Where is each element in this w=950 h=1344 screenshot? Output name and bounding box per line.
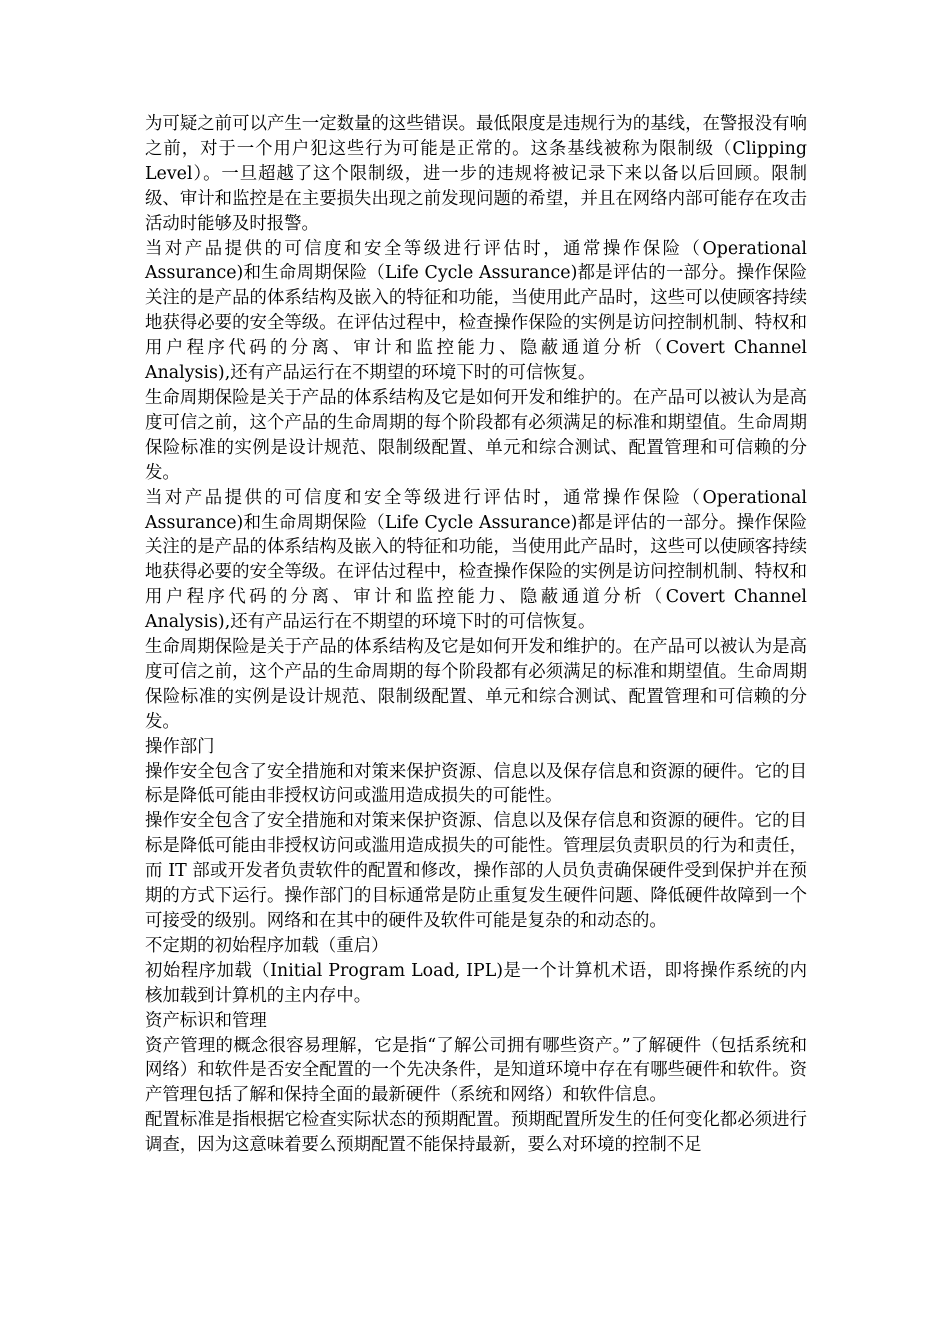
paragraph-operations-security-detail: 操作安全包含了安全措施和对策来保护资源、信息以及保存信息和资源的硬件。它的目标是降低可能由非授权访问或滥用造成损失的可能性。管理层负责职员的行为和责任，而 IT 部或开发者负责软件的配置和修改，操作部的人员负责确保硬件受到保护并在预期的方式下运行。操作部门的目标通常是防止重复发生硬件问题、降低硬件故障到一个可接受的级别。网络和在其中的硬件及软件可能是复杂的和动态的。 (145, 811, 807, 931)
paragraph-operational-assurance: 当对产品提供的可信度和安全等级进行评估时，通常操作保险（Operational Assurance)和生命周期保险（Life Cycle Assurance)都是评估的一部分。操作保险关注的是产品的体系结构及嵌入的特征和功能，当使用此产品时，这些可以使顾客持续地获得必要的安全等级。在评估过程中，检查操作保险的实例是访问控制机制、特权和用户程序代码的分离、审计和监控能力、隐蔽通道分析（Covert Channel Analysis),还有产品运行在不期望的环境下时的可信恢复。 (145, 238, 807, 384)
document-page (145, 112, 807, 1158)
paragraph-ipl-definition: 初始程序加载（Initial Program Load, IPL)是一个计算机术语，即将操作系统的内核加载到计算机的主内存中。 (145, 960, 807, 1006)
heading-asset-management: 资产标识和管理 (145, 1010, 267, 1031)
paragraph-clipping-level: 为可疑之前可以产生一定数量的这些错误。最低限度是违规行为的基线，在警报没有响之前，对于一个用户犯这些行为可能是正常的。这条基线被称为限制级（Clipping Level）。一旦超越了这个限制级，进一步的违规将被记录下来以备以后回顾。限制级、审计和监控是在主要损失出现之前发现问题的希望，并且在网络内部可能存在攻击活动时能够及时报警。 (145, 114, 807, 234)
paragraph-life-cycle-assurance-repeat: 生命周期保险是关于产品的体系结构及它是如何开发和维护的。在产品可以被认为是高度可信之前，这个产品的生命周期的每个阶段都有必须满足的标准和期望值。生命周期保险标准的实例是设计规范、限制级配置、单元和综合测试、配置管理和可信赖的分发。 (145, 637, 807, 732)
paragraph-operational-assurance-repeat: 当对产品提供的可信度和安全等级进行评估时，通常操作保险（Operational Assurance)和生命周期保险（Life Cycle Assurance)都是评估的一部分。操作保险关注的是产品的体系结构及嵌入的特征和功能，当使用此产品时，这些可以使顾客持续地获得必要的安全等级。在评估过程中，检查操作保险的实例是访问控制机制、特权和用户程序代码的分离、审计和监控能力、隐蔽通道分析（Covert Channel Analysis),还有产品运行在不期望的环境下时的可信恢复。 (145, 487, 807, 633)
paragraph-operations-security: 操作安全包含了安全措施和对策来保护资源、信息以及保存信息和资源的硬件。它的目标是降低可能由非授权访问或滥用造成损失的可能性。 (145, 761, 807, 807)
paragraph-asset-management: 资产管理的概念很容易理解，它是指“了解公司拥有哪些资产。”了解硬件（包括系统和网络）和软件是否安全配置的一个先决条件，是知道环境中存在有哪些硬件和软件。资产管理包括了解和保持全面的最新硬件（系统和网络）和软件信息。 (145, 1035, 807, 1106)
paragraph-life-cycle-assurance: 生命周期保险是关于产品的体系结构及它是如何开发和维护的。在产品可以被认为是高度可信之前，这个产品的生命周期的每个阶段都有必须满足的标准和期望值。生命周期保险标准的实例是设计规范、限制级配置、单元和综合测试、配置管理和可信赖的分发。 (145, 387, 807, 483)
heading-operations-department: 操作部门 (145, 736, 215, 757)
heading-initial-program-load: 不定期的初始程序加载（重启） (145, 935, 389, 956)
paragraph-configuration-baseline: 配置标准是指根据它检查实际状态的预期配置。预期配置所发生的任何变化都必须进行调查，因为这意味着要么预期配置不能保持最新，要么对环境的控制不足 (145, 1110, 807, 1156)
